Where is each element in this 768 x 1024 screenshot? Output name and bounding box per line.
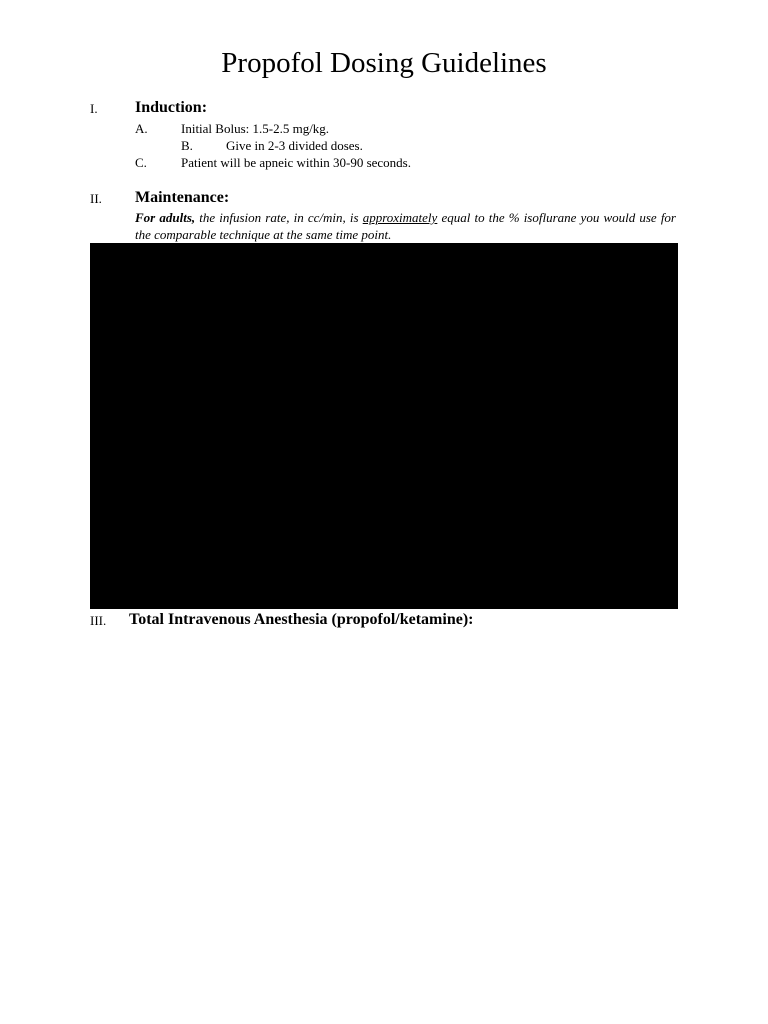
section-heading-maintenance: Maintenance: [135,189,230,206]
paragraph-text: equal to the % isoflurane you would use for the comparable technique at the same time point. [135,210,676,242]
list-item-text: Initial Bolus: 1.5-2.5 mg/kg. [181,121,330,136]
section-number: III. [90,613,107,628]
list-item-letter: C. [135,155,147,170]
paragraph-text: the infusion rate, in cc/min, is [195,210,363,225]
list-item-text: Patient will be apneic within 30-90 seconds. [181,155,411,170]
list-item-text: Give in 2-3 divided doses. [226,138,363,153]
section-number: I. [90,101,98,116]
section-number: II. [90,191,102,206]
paragraph-emphasis: approximately [362,210,438,225]
section-heading-induction: Induction: [135,99,208,116]
list-item-letter: A. [135,121,148,136]
document-title: Propofol Dosing Guidelines [221,47,547,79]
section-heading-tiva: Total Intravenous Anesthesia (propofol/ketamine): [129,611,474,628]
list-item-letter: B. [181,138,193,153]
paragraph-lead: For adults, [135,210,196,225]
maintenance-paragraph [135,209,676,243]
redacted-block [90,243,678,609]
